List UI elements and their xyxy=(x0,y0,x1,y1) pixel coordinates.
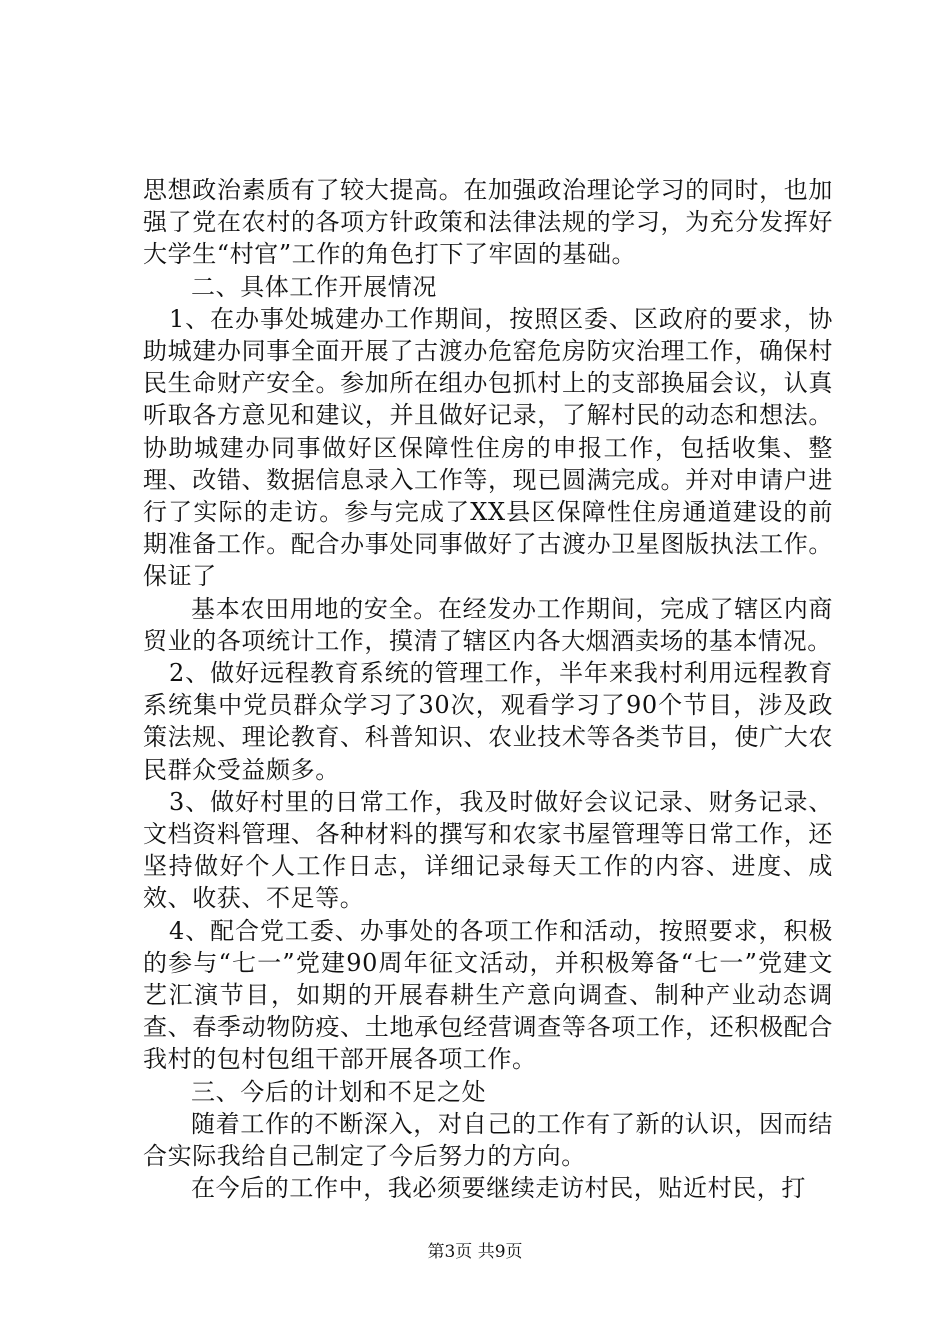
page-footer: 第3页 共9页 xyxy=(427,1242,523,1262)
document-body xyxy=(143,174,833,1205)
paragraph-item-1-continued: 基本农田用地的安全。在经发办工作期间，完成了辖区内商贸业的各项统计工作，摸清了辖区内各大烟酒卖场的基本情况。 xyxy=(143,594,833,655)
paragraph-future-work: 在今后的工作中，我必须要继续走访村民，贴近村民，打 xyxy=(191,1174,806,1203)
paragraph-item-4: 4、配合党工委、办事处的各项工作和活动，按照要求，积极的参与“七一”党建90周年征文活动，并积极筹备“七一”党建文艺汇演节目，如期的开展春耕生产意向调查、制种产业动态调查、春季动物防疫、土地承包经营调查等各项工作，还积极配合我村的包村包组干部开展各项工作。 xyxy=(143,916,833,1074)
paragraph-plan: 随着工作的不断深入，对自己的工作有了新的认识，因而结合实际我给自己制定了今后努力的方向。 xyxy=(143,1109,833,1171)
paragraph-item-1: 1、在办事处城建办工作期间，按照区委、区政府的要求，协助城建办同事全面开展了古渡办危窑危房防灾治理工作，确保村民生命财产安全。参加所在组办包抓村上的支部换届会议，认真听取各方意见和建议，并且做好记录，了解村民的动态和想法。协助城建办同事做好区保障性住房的申报工作，包括收集、整理、改错、数据信息录入工作等，现已圆满完成。并对申请户进行了实际的走访。参与完成了XX县区保障性住房通道建设的前期准备工作。配合办事处同事做好了古渡办卫星图版执法工作。保证了 xyxy=(143,304,833,591)
section-heading-3: 三、今后的计划和不足之处 xyxy=(191,1077,487,1106)
paragraph-continuation: 思想政治素质有了较大提高。在加强政治理论学习的同时，也加强了党在农村的各项方针政策和法律法规的学习，为充分发挥好大学生“村官”工作的角色打下了牢固的基础。 xyxy=(143,176,833,269)
paragraph-item-2: 2、做好远程教育系统的管理工作，半年来我村利用远程教育系统集中党员群众学习了30次，观看学习了90个节目，涉及政策法规、理论教育、科普知识、农业技术等各类节目，使广大农民群众受益颇多。 xyxy=(143,659,833,784)
section-heading-2: 二、具体工作开展情况 xyxy=(191,272,437,301)
paragraph-item-3: 3、做好村里的日常工作，我及时做好会议记录、财务记录、文档资料管理、各种材料的撰写和农家书屋管理等日常工作，还坚持做好个人工作日志，详细记录每天工作的内容、进度、成效、收获、不足等。 xyxy=(143,787,833,913)
